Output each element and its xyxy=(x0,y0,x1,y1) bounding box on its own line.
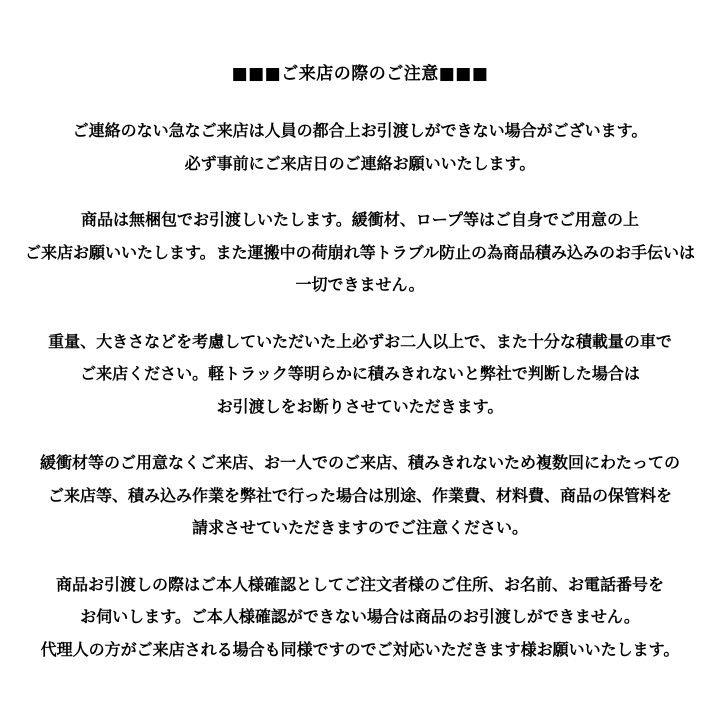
notice-line: 商品は無梱包でお引渡しいたします。緩衝材、ロープ等はご自身でご用意の上 xyxy=(81,210,639,229)
notice-line: 必ず事前にご来店日のご連絡お願いいたします。 xyxy=(184,153,536,173)
notice-line: お引渡しをお断りさせていただきます。 xyxy=(216,396,504,416)
notice-line: 請求させていただきますのでご注意ください。 xyxy=(191,518,528,537)
notice-line: お伺いします。ご本人様確認ができない場合は商品のお引渡しができません。 xyxy=(80,607,640,626)
paragraph-advance-contact xyxy=(0,115,720,180)
notice-line: ご来店お願いいたします。また運搬中の荷崩れ等トラブル防止の為商品積み込みのお手伝いは xyxy=(24,242,696,262)
notice-title: ■■■ご来店の際のご注意■■■ xyxy=(231,64,489,84)
notice-line: 商品お引渡しの際はご本人様確認としてご注文者様のご住所、お名前、お電話番号を xyxy=(55,574,664,594)
paragraph-identity-check xyxy=(0,569,720,667)
notice-line: ご連絡のない急なご来店は人員の都合上お引渡しができない場合がございます。 xyxy=(72,121,648,140)
notice-line: 一切できません。 xyxy=(295,275,425,294)
notice-line: 代理人の方がご来店される場合も同様ですのでご対応いただきます様お願いいたします。 xyxy=(40,639,680,659)
notice-line: ご来店ください。軽トラック等明らかに積みきれないと弊社で判断した場合は xyxy=(80,364,640,383)
notice-line: ご来店等、積み込み作業を弊社で行った場合は別途、作業費、材料費、商品の保管料を xyxy=(47,485,672,505)
paragraph-no-packing xyxy=(0,204,720,302)
paragraph-extra-fees xyxy=(0,447,720,545)
notice-line: 重量、大きさなどを考慮していただいた上必ずお二人以上で、また十分な積載量の車で xyxy=(48,331,672,351)
notice-line: 緩衝材等のご用意なくご来店、お一人でのご来店、積みきれないため複数回にわたっての xyxy=(39,453,680,472)
paragraph-vehicle-capacity xyxy=(0,326,720,424)
